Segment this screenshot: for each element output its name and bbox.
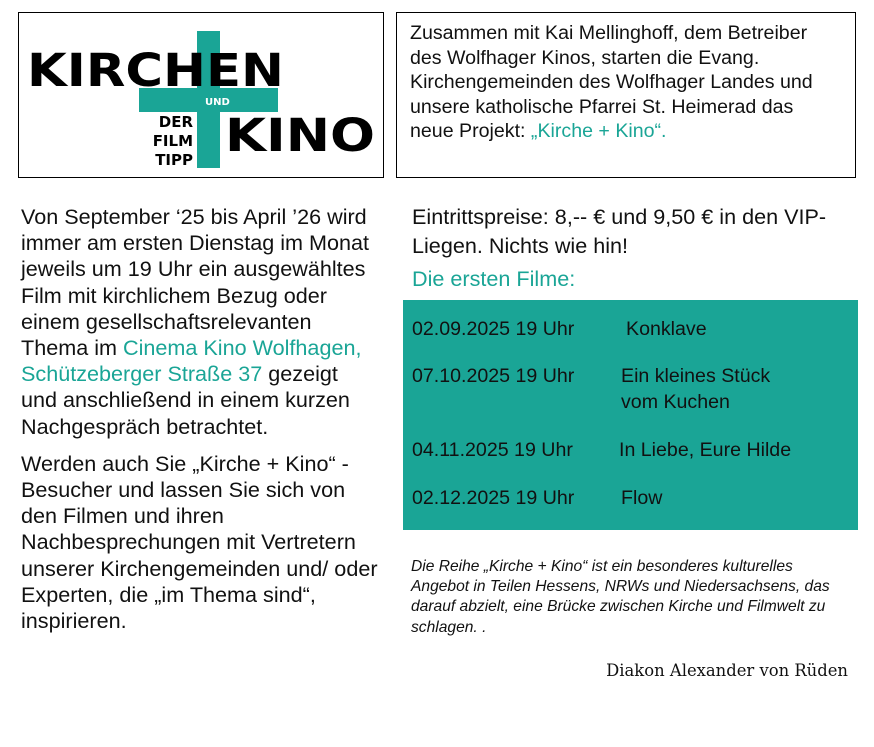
schedule-paragraph bbox=[21, 204, 379, 440]
film-date: 02.09.2025 19 Uhr bbox=[412, 318, 575, 340]
logo-tipp: TIPP bbox=[155, 151, 193, 169]
intro-highlight: „Kirche + Kino“. bbox=[530, 120, 667, 142]
intro-box bbox=[396, 12, 856, 178]
film-title: Ein kleines Stück bbox=[621, 365, 771, 387]
kirchen-kino-logo bbox=[18, 12, 384, 178]
film-title: In Liebe, Eure Hilde bbox=[619, 439, 792, 461]
films-heading: Die ersten Filme: bbox=[412, 266, 576, 291]
intro-body: Zusammen mit Kai Mellinghoff, dem Betreiber des Wolfhager Kinos, starten die Evang. Kirchengemeinden des Wolfhager Landes und unsere katholische Pfarrei St. Heimerad das neue Projekt: bbox=[410, 22, 813, 142]
author-signature: Diakon Alexander von Rüden bbox=[606, 661, 848, 680]
logo-film: FILM bbox=[152, 132, 193, 150]
logo-der: DER bbox=[158, 113, 193, 131]
film-list bbox=[403, 300, 858, 530]
venue-name: Cinema Kino Wolfhagen, Schützeberger Straße 37 bbox=[21, 335, 362, 387]
invitation-paragraph: Werden auch Sie „Kirche + Kino“ -Besucher und lassen Sie sich von den Filmen und ihren Nachbesprechungen mit Vertretern unserer Kirchengemeinden und/ oder Experten, die „im Thema sind“, inspirieren. bbox=[21, 450, 378, 634]
logo-graphic bbox=[19, 13, 384, 178]
film-title-line2: vom Kuchen bbox=[621, 391, 730, 413]
film-date: 02.12.2025 19 Uhr bbox=[412, 487, 575, 509]
prices-text: Eintrittspreise: 8,-- € und 9,50 € in den VIP-Liegen. Nichts wie hin! bbox=[412, 204, 827, 258]
schedule-text: Von September ‘25 bis April ’26 wird immer am ersten Dienstag im Monat jeweils um 19 Uhr ein ausgewähltes Film mit kirchlichem Bezug oder einem gesellschaftsrelevanten Thema im bbox=[21, 204, 370, 361]
film-title: Flow bbox=[621, 487, 663, 509]
logo-und: UND bbox=[205, 97, 230, 108]
logo-kirchen: KIRCHEN bbox=[27, 44, 284, 97]
schedule-text-end: gezeigt und anschließend in einem kurzen Nachgespräch betrachtet. bbox=[21, 361, 350, 439]
film-title: Konklave bbox=[626, 318, 707, 340]
film-date: 07.10.2025 19 Uhr bbox=[412, 365, 575, 387]
series-note: Die Reihe „Kirche + Kino“ ist ein besonderes kulturelles Angebot in Teilen Hessens, NRWs und Niedersachsens, das darauf abzielt, eine Brücke zwischen Kirche und Filmwelt zu schlagen. . bbox=[411, 558, 830, 636]
film-date: 04.11.2025 19 Uhr bbox=[412, 439, 573, 461]
intro-text bbox=[410, 21, 841, 144]
logo-kino: KINO bbox=[225, 109, 375, 162]
main-text bbox=[21, 204, 379, 634]
